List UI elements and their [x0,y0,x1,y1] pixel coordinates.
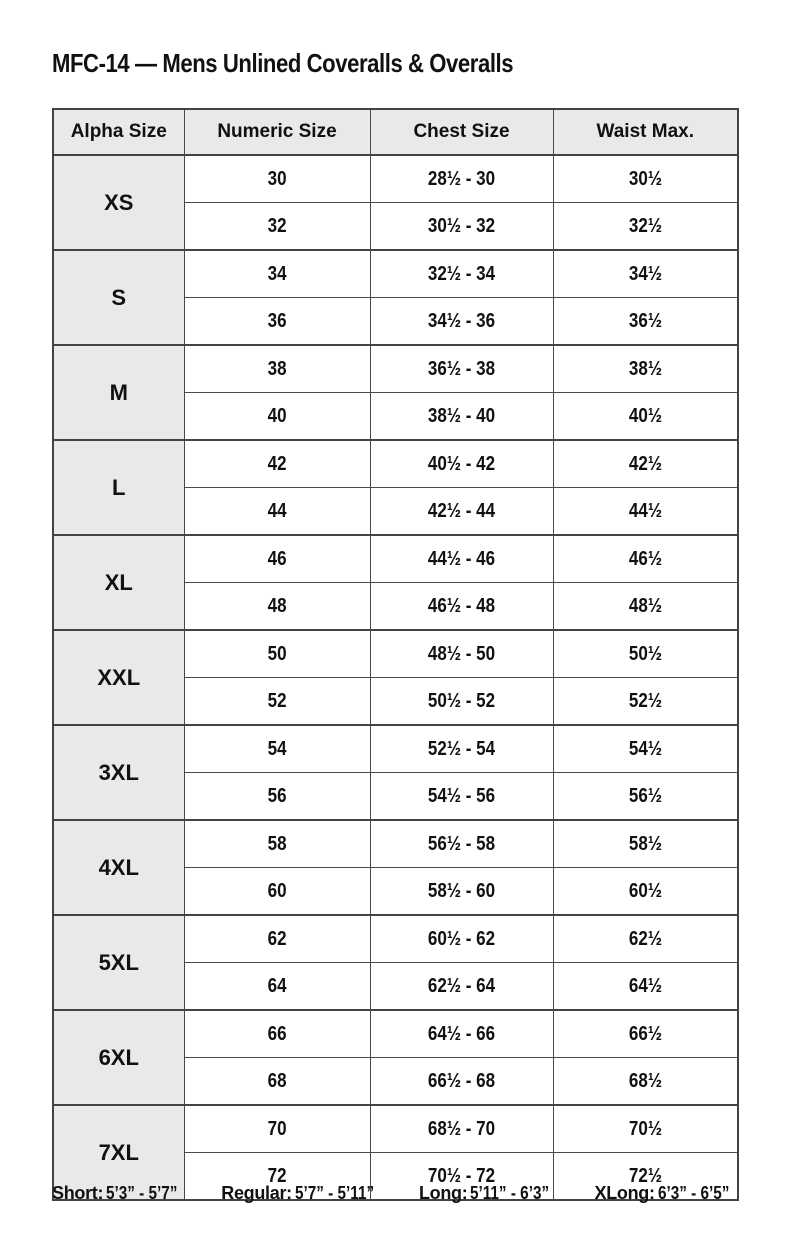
cell-value: 42½ [628,452,662,475]
alpha-size-cell: 7XL [53,1105,184,1200]
cell-value: 66½ [628,1022,662,1045]
table-body [53,155,738,1200]
chest-size-cell [370,203,553,251]
chest-size-cell [370,630,553,678]
cell-value: 30½ - 32 [427,214,496,237]
cell-value: 58½ - 60 [427,879,496,902]
waist-max-cell [553,250,738,298]
cell-value: 56½ - 58 [427,832,496,855]
chest-size-cell [370,298,553,346]
table-row [53,345,738,393]
chest-size-cell [370,868,553,916]
cell-value: 42½ - 44 [427,499,496,522]
cell-value: 62½ [628,927,662,950]
numeric-size-cell [184,678,370,726]
waist-max-cell [553,488,738,536]
numeric-size-cell [184,488,370,536]
waist-max-cell [553,820,738,868]
numeric-size-cell [184,535,370,583]
chest-size-cell [370,725,553,773]
cell-value: 50 [267,642,287,665]
alpha-size-cell: XL [53,535,184,630]
cell-value: 28½ - 30 [427,167,496,190]
legend-value: 5’3” - 5’7” [106,1183,178,1203]
cell-value: 70½ [628,1117,662,1140]
height-range-legend [52,1183,742,1204]
cell-value: 40 [267,404,287,427]
numeric-size-cell [184,915,370,963]
cell-value: 38½ [628,357,662,380]
table-row [53,440,738,488]
cell-value: 36 [267,309,287,332]
table-header-row [53,109,738,155]
waist-max-cell [553,1010,738,1058]
cell-value: 54½ - 56 [427,784,496,807]
waist-max-cell [553,298,738,346]
numeric-size-cell [184,440,370,488]
legend-item-long [419,1183,564,1204]
cell-value: 48½ - 50 [427,642,496,665]
numeric-size-cell [184,963,370,1011]
cell-value: 46½ - 48 [427,594,496,617]
waist-max-cell [553,393,738,441]
numeric-size-cell [184,393,370,441]
legend-value: 6’3” - 6’5” [657,1183,730,1203]
cell-value: 58½ [628,832,662,855]
cell-value: 44 [267,499,287,522]
table-row [53,630,738,678]
numeric-size-cell [184,1010,370,1058]
cell-value: 72½ [628,1164,662,1187]
legend-item-short [52,1183,190,1204]
alpha-size-cell: XS [53,155,184,250]
cell-value: 58 [267,832,287,855]
waist-max-cell [553,155,738,203]
waist-max-cell [553,915,738,963]
cell-value: 48½ [628,594,662,617]
table-row [53,1105,738,1153]
alpha-size-cell: 6XL [53,1010,184,1105]
numeric-size-cell [184,820,370,868]
cell-value: 40½ - 42 [427,452,496,475]
chest-size-cell [370,1058,553,1106]
legend-label: Short: [52,1183,104,1203]
alpha-size-cell: 4XL [53,820,184,915]
numeric-size-cell [184,345,370,393]
waist-max-cell [553,583,738,631]
cell-value: 34 [267,262,287,285]
alpha-size-cell: M [53,345,184,440]
chest-size-cell [370,773,553,821]
cell-value: 34½ [628,262,662,285]
waist-max-cell [553,535,738,583]
chest-size-cell [370,345,553,393]
chest-size-cell [370,583,553,631]
table-row [53,820,738,868]
alpha-size-cell: S [53,250,184,345]
cell-value: 64½ [628,974,662,997]
chest-size-cell [370,678,553,726]
cell-value: 42 [267,452,287,475]
legend-label: Regular: [221,1183,292,1203]
waist-max-cell [553,773,738,821]
cell-value: 36½ - 38 [427,357,496,380]
waist-max-cell [553,630,738,678]
cell-value: 66½ - 68 [427,1069,496,1092]
cell-value: 30½ [628,167,662,190]
numeric-size-cell [184,1105,370,1153]
numeric-size-cell [184,630,370,678]
cell-value: 62½ - 64 [427,974,496,997]
page-title [52,48,595,79]
page-title-text: MFC-14 — Mens Unlined Coveralls & Overalls [52,48,514,78]
cell-value: 60 [267,879,287,902]
cell-value: 68½ - 70 [427,1117,496,1140]
cell-value: 72 [267,1164,287,1187]
cell-value: 50½ - 52 [427,689,496,712]
cell-value: 60½ - 62 [427,927,496,950]
cell-value: 46 [267,547,287,570]
cell-value: 32½ - 34 [427,262,496,285]
legend-label: XLong: [594,1183,655,1203]
waist-max-cell [553,1105,738,1153]
numeric-size-cell [184,298,370,346]
waist-max-cell [553,868,738,916]
cell-value: 56 [267,784,287,807]
cell-value: 54½ [628,737,662,760]
cell-value: 36½ [628,309,662,332]
cell-value: 46½ [628,547,662,570]
cell-value: 38 [267,357,287,380]
numeric-size-cell [184,725,370,773]
waist-max-cell [553,963,738,1011]
cell-value: 52½ [628,689,662,712]
cell-value: 52½ - 54 [427,737,496,760]
cell-value: 56½ [628,784,662,807]
numeric-size-cell [184,155,370,203]
waist-max-cell [553,725,738,773]
alpha-size-cell: XXL [53,630,184,725]
chest-size-cell [370,440,553,488]
chest-size-cell [370,820,553,868]
alpha-size-cell: 5XL [53,915,184,1010]
chest-size-cell [370,535,553,583]
numeric-size-cell [184,203,370,251]
cell-value: 64 [267,974,287,997]
cell-value: 54 [267,737,287,760]
column-header-waist-max: Waist Max. [553,109,738,155]
cell-value: 44½ - 46 [427,547,496,570]
chest-size-cell [370,155,553,203]
cell-value: 62 [267,927,287,950]
cell-value: 68 [267,1069,287,1092]
column-header-chest-size: Chest Size [370,109,553,155]
cell-value: 34½ - 36 [427,309,496,332]
numeric-size-cell [184,583,370,631]
legend-label: Long: [418,1183,468,1203]
cell-value: 70½ - 72 [427,1164,496,1187]
cell-value: 64½ - 66 [427,1022,496,1045]
alpha-size-cell: 3XL [53,725,184,820]
cell-value: 44½ [628,499,662,522]
table-row [53,535,738,583]
waist-max-cell [553,1058,738,1106]
cell-value: 66 [267,1022,287,1045]
numeric-size-cell [184,868,370,916]
cell-value: 32½ [628,214,662,237]
alpha-size-cell: L [53,440,184,535]
table-row [53,250,738,298]
waist-max-cell [553,440,738,488]
cell-value: 60½ [628,879,662,902]
waist-max-cell [553,345,738,393]
size-chart-table [52,108,739,1201]
column-header-alpha-size: Alpha Size [53,109,184,155]
legend-value: 5’11” - 6’3” [470,1183,550,1203]
numeric-size-cell [184,1058,370,1106]
cell-value: 32 [267,214,287,237]
numeric-size-cell [184,250,370,298]
legend-value: 5’7” - 5’11” [294,1183,374,1203]
table-row [53,1010,738,1058]
cell-value: 70 [267,1117,287,1140]
chest-size-cell [370,250,553,298]
legend-item-xlong [594,1183,741,1204]
table-row [53,725,738,773]
waist-max-cell [553,678,738,726]
waist-max-cell [553,203,738,251]
legend-item-regular [221,1183,388,1204]
chest-size-cell [370,963,553,1011]
chest-size-cell [370,915,553,963]
chest-size-cell [370,488,553,536]
cell-value: 50½ [628,642,662,665]
column-header-numeric-size: Numeric Size [184,109,370,155]
table-row [53,155,738,203]
cell-value: 48 [267,594,287,617]
cell-value: 40½ [628,404,662,427]
chest-size-cell [370,393,553,441]
cell-value: 68½ [628,1069,662,1092]
cell-value: 52 [267,689,287,712]
cell-value: 30 [267,167,287,190]
cell-value: 38½ - 40 [427,404,496,427]
numeric-size-cell [184,773,370,821]
chest-size-cell [370,1010,553,1058]
chest-size-cell [370,1105,553,1153]
table-row [53,915,738,963]
